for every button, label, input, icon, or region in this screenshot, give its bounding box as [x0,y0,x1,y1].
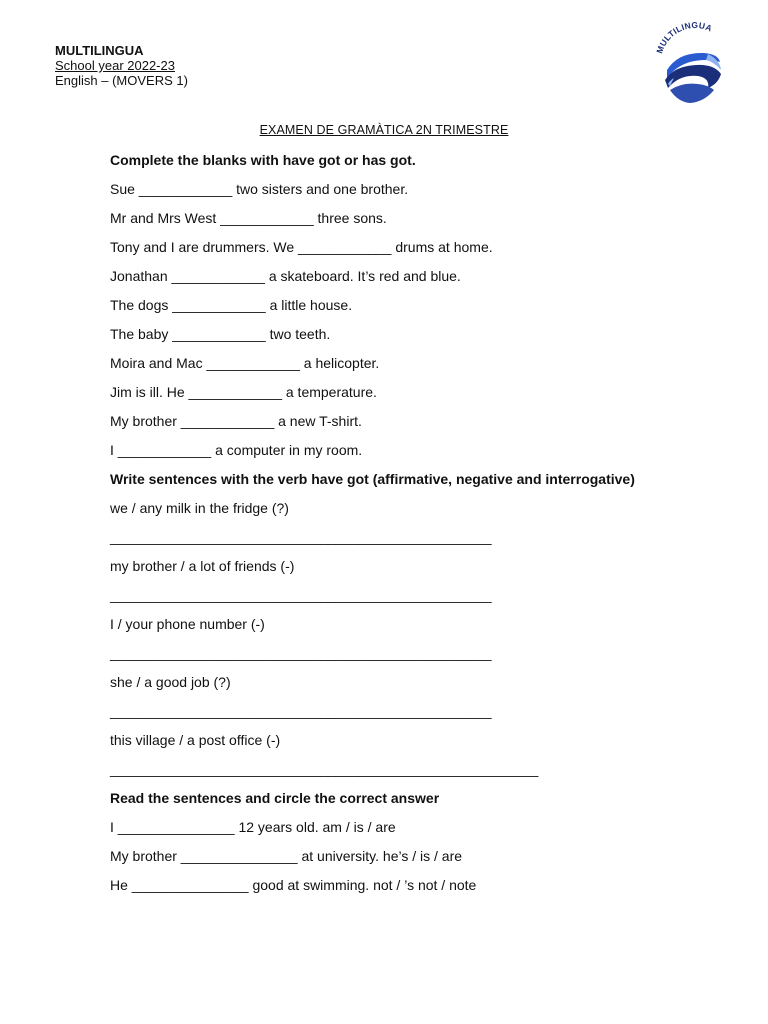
school-year: School year 2022-23 [55,58,175,73]
exercise-item: Moira and Mac ____________ a helicopter. [110,355,380,371]
section-1-title: Complete the blanks with have got or has got. [110,152,416,168]
exam-content [110,150,658,904]
exercise-item: I _______________ 12 years old. am / is / are [110,819,396,835]
logo-text: MULTILINGUA [654,20,714,55]
exercise-item: I ____________ a computer in my room. [110,442,363,458]
multilingua-logo [648,18,738,108]
sentence-prompt: this village / a post office (-) [110,732,281,748]
exercise-item: My brother _______________ at university. he’s / is / are [110,848,463,864]
answer-line: _________________________________________________ [110,703,492,719]
exercise-item: Tony and I are drummers. We ____________ drums at home. [110,239,493,255]
exam-title: EXAMEN DE GRAMÀTICA 2N TRIMESTRE [259,123,509,137]
sentence-prompt: she / a good job (?) [110,674,231,690]
course-label: English – (MOVERS 1) [55,73,188,88]
exercise-item: Jonathan ____________ a skateboard. It’s red and blue. [110,268,461,284]
exercise-item: The baby ____________ two teeth. [110,326,331,342]
section-3-title: Read the sentences and circle the correct answer [110,790,440,806]
answer-line: _________________________________________________ [110,529,492,545]
exercise-item: Mr and Mrs West ____________ three sons. [110,210,387,226]
globe-swirl-logo-icon [665,48,721,104]
exercise-item: Jim is ill. He ____________ a temperature. [110,384,377,400]
sentence-prompt: we / any milk in the fridge (?) [110,500,289,516]
sentence-prompt: I / your phone number (-) [110,616,265,632]
school-name: MULTILINGUA [55,43,144,58]
section-2-title: Write sentences with the verb have got (affirmative, negative and interrogative) [110,471,635,487]
answer-line: _________________________________________________ [110,587,492,603]
school-header [55,43,188,88]
exercise-item: My brother ____________ a new T-shirt. [110,413,362,429]
answer-line: _______________________________________________________ [110,761,539,777]
exercise-item: Sue ____________ two sisters and one brother. [110,181,409,197]
sentence-prompt: my brother / a lot of friends (-) [110,558,295,574]
exercise-item: The dogs ____________ a little house. [110,297,353,313]
answer-line: _________________________________________________ [110,645,492,661]
exercise-item: He _______________ good at swimming. not / ’s not / note [110,877,477,893]
